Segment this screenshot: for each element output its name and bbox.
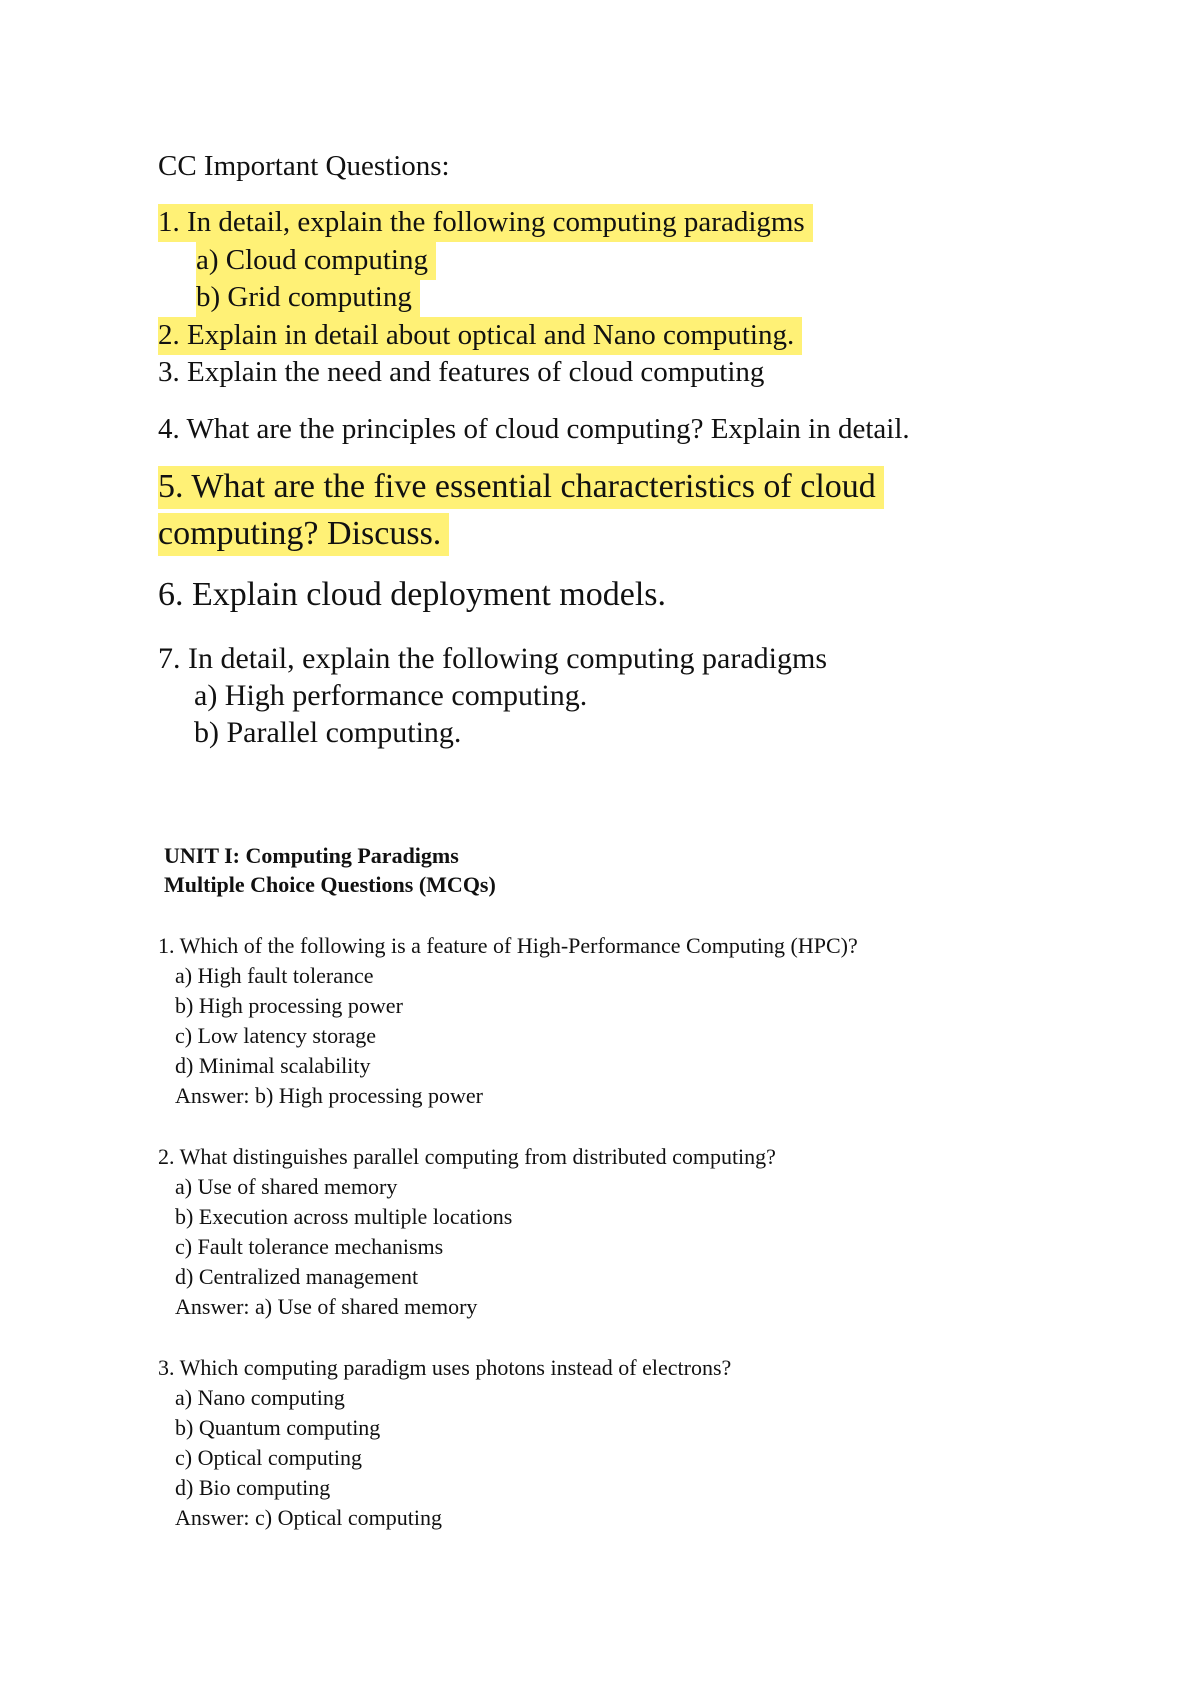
important-question-1	[158, 208, 813, 237]
highlight: b) Grid computing	[196, 279, 420, 317]
mcq-question: 3. Which computing paradigm uses photons instead of electrons?	[158, 1355, 732, 1380]
important-question-7b: b) Parallel computing.	[194, 716, 462, 749]
mcq-answer: Answer: c) Optical computing	[175, 1505, 442, 1530]
highlight: 5. What are the five essential characteristics of cloud	[158, 466, 884, 509]
mcq-option: b) High processing power	[175, 993, 403, 1018]
highlight: 2. Explain in detail about optical and Nano computing.	[158, 317, 802, 355]
highlight: a) Cloud computing	[196, 242, 436, 280]
important-question-5-line2	[158, 517, 449, 551]
important-question-5-line1	[158, 470, 884, 504]
document-title: CC Important Questions:	[158, 150, 450, 182]
important-question-6: 6. Explain cloud deployment models.	[158, 576, 667, 613]
mcq-option: a) High fault tolerance	[175, 963, 374, 988]
mcq-option: c) Fault tolerance mechanisms	[175, 1234, 444, 1259]
important-question-7: 7. In detail, explain the following computing paradigms	[158, 642, 828, 675]
important-question-7a: a) High performance computing.	[194, 679, 588, 712]
mcq-option: b) Execution across multiple locations	[175, 1204, 513, 1229]
mcq-option: c) Low latency storage	[175, 1023, 376, 1048]
important-question-4: 4. What are the principles of cloud computing? Explain in detail.	[158, 413, 910, 445]
mcq-answer: Answer: a) Use of shared memory	[175, 1294, 478, 1319]
important-question-3: 3. Explain the need and features of cloud computing	[158, 356, 765, 388]
mcq-option: b) Quantum computing	[175, 1415, 381, 1440]
mcq-option: a) Use of shared memory	[175, 1174, 398, 1199]
highlight: 1. In detail, explain the following computing paradigms	[158, 204, 813, 242]
highlight: computing? Discuss.	[158, 513, 449, 556]
mcq-answer: Answer: b) High processing power	[175, 1083, 483, 1108]
unit-heading: UNIT I: Computing Paradigms	[164, 843, 459, 868]
mcq-question: 2. What distinguishes parallel computing from distributed computing?	[158, 1144, 776, 1169]
mcq-option: a) Nano computing	[175, 1385, 345, 1410]
mcq-option: d) Centralized management	[175, 1264, 419, 1289]
important-question-1b	[196, 283, 420, 312]
mcq-option: c) Optical computing	[175, 1445, 362, 1470]
important-question-2	[158, 321, 802, 350]
mcq-option: d) Minimal scalability	[175, 1053, 371, 1078]
mcq-option: d) Bio computing	[175, 1475, 331, 1500]
mcq-question: 1. Which of the following is a feature of High-Performance Computing (HPC)?	[158, 933, 858, 958]
unit-subheading: Multiple Choice Questions (MCQs)	[164, 872, 496, 897]
important-question-1a	[196, 246, 436, 275]
